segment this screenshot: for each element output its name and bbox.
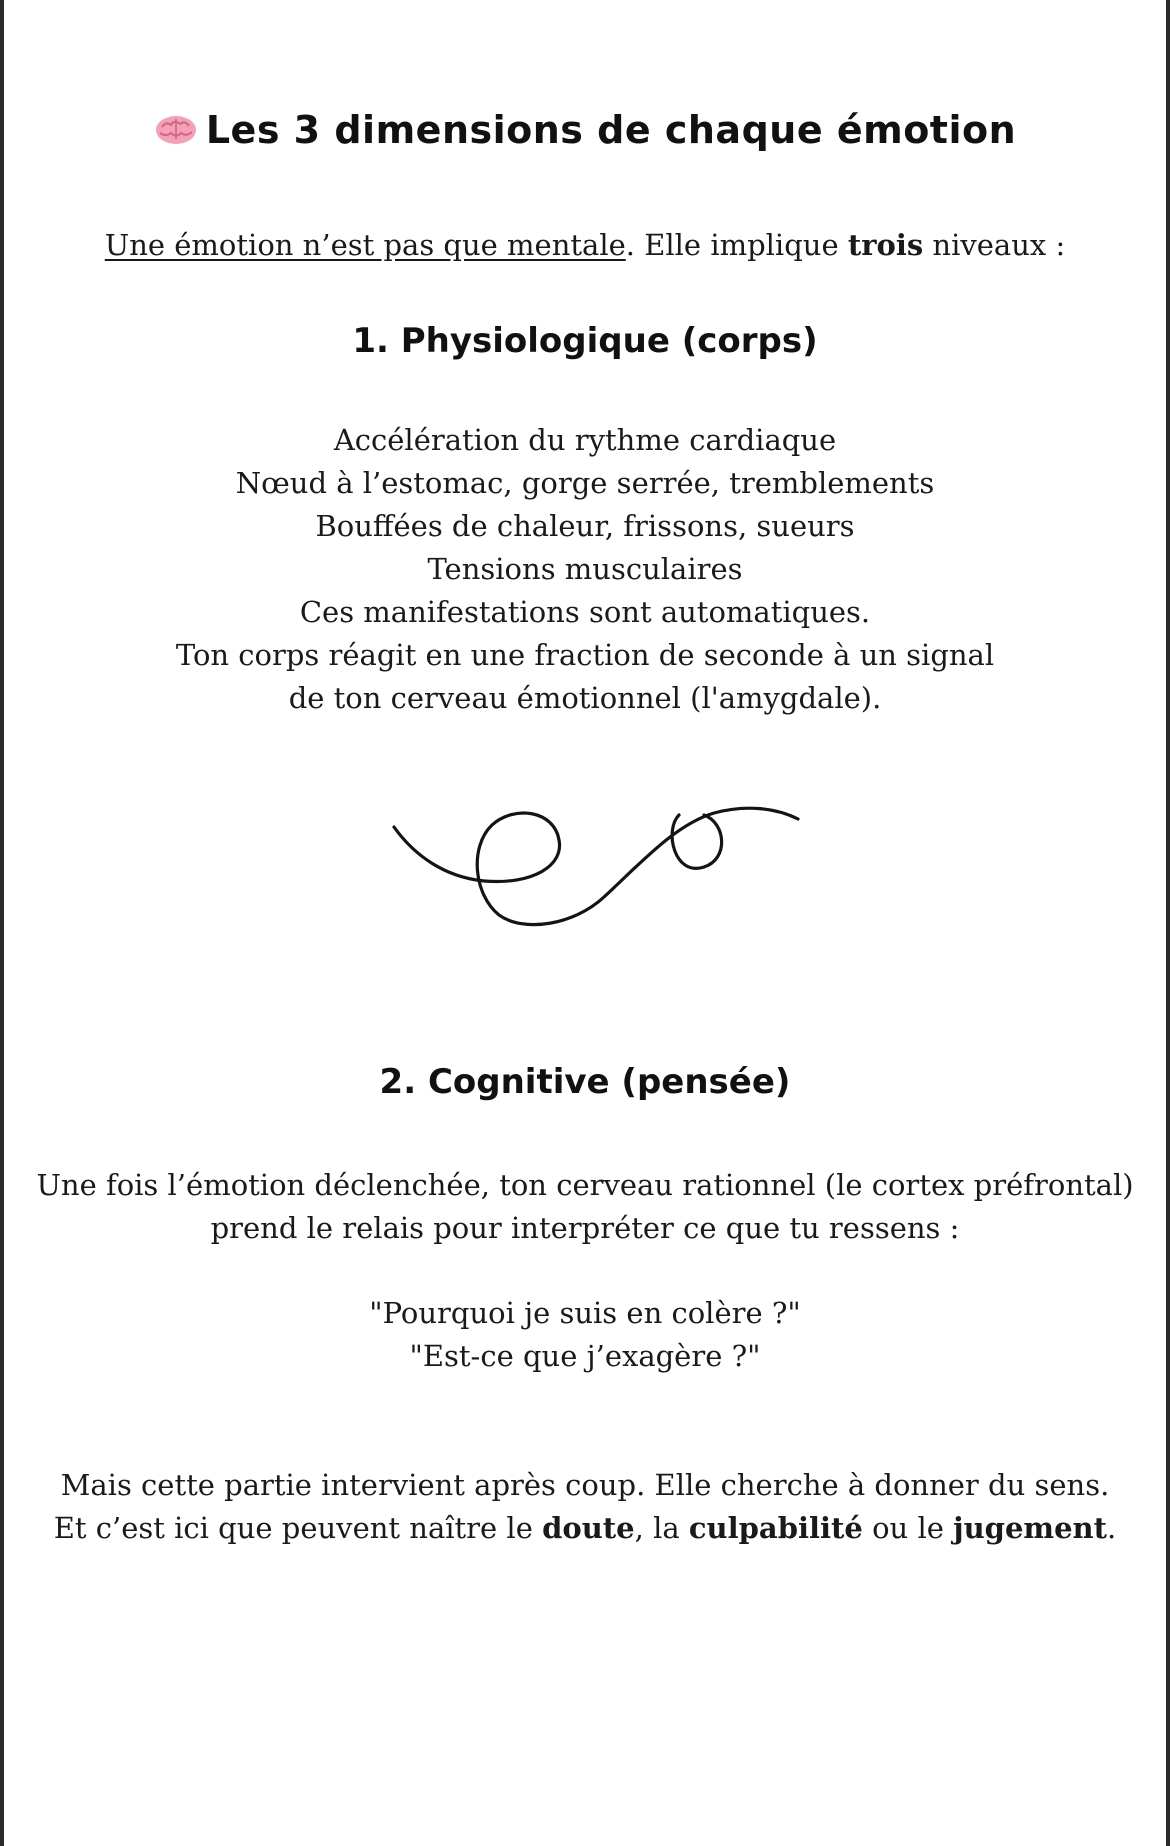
conclusion-text: ou le <box>862 1511 954 1545</box>
conclusion-text: Et c’est ici que peuvent naître le <box>53 1511 543 1545</box>
intro-bold: trois <box>847 228 924 262</box>
conclusion-text: . <box>1107 1511 1117 1545</box>
bold-jugement: jugement <box>953 1511 1108 1545</box>
bold-culpabilite: culpabilité <box>688 1511 863 1545</box>
section-2-paragraph <box>4 1164 1166 1250</box>
title-text: Les 3 dimensions de chaque émotion <box>205 108 1017 152</box>
section-2-conclusion <box>4 1464 1166 1550</box>
conclusion-line-2 <box>4 1507 1166 1550</box>
section-1-line: Bouffées de chaleur, frissons, sueurs <box>315 509 855 543</box>
quote-line: "Est-ce que j’exagère ?" <box>409 1339 761 1373</box>
section-1-list <box>4 419 1166 720</box>
intro-text-3: niveaux : <box>923 228 1066 262</box>
document-page <box>4 0 1166 1846</box>
squiggle-divider <box>374 785 814 935</box>
section-1-line: Ces manifestations sont automatiques. <box>299 595 871 629</box>
quote-line: "Pourquoi je suis en colère ?" <box>369 1296 801 1330</box>
right-border <box>1166 0 1170 1846</box>
section-1-line: Nœud à l’estomac, gorge serrée, tremblements <box>235 466 935 500</box>
section-1-line: de ton cerveau émotionnel (l'amygdale). <box>288 681 882 715</box>
section-2-line: prend le relais pour interpréter ce que tu ressens : <box>210 1211 960 1245</box>
section-2-line: Une fois l’émotion déclenchée, ton cerveau rationnel (le cortex préfrontal) <box>36 1168 1134 1202</box>
conclusion-text: , la <box>634 1511 689 1545</box>
section-1-line: Tensions musculaires <box>427 552 743 586</box>
section-1-heading: 1. Physiologique (corps) <box>352 321 818 361</box>
intro-paragraph <box>4 228 1166 262</box>
section-1-line: Ton corps réagit en une fraction de seconde à un signal <box>175 638 995 672</box>
bold-doute: doute <box>542 1511 635 1545</box>
section-2-heading: 2. Cognitive (pensée) <box>379 1062 791 1102</box>
intro-underlined: Une émotion n’est pas que mentale <box>104 228 626 262</box>
intro-text-2: . Elle implique <box>625 228 848 262</box>
section-2-quotes <box>4 1292 1166 1378</box>
section-1-line: Accélération du rythme cardiaque <box>333 423 837 457</box>
page-title <box>4 108 1166 152</box>
conclusion-line-1: Mais cette partie intervient après coup. Elle cherche à donner du sens. <box>60 1468 1110 1502</box>
brain-icon <box>154 113 198 147</box>
